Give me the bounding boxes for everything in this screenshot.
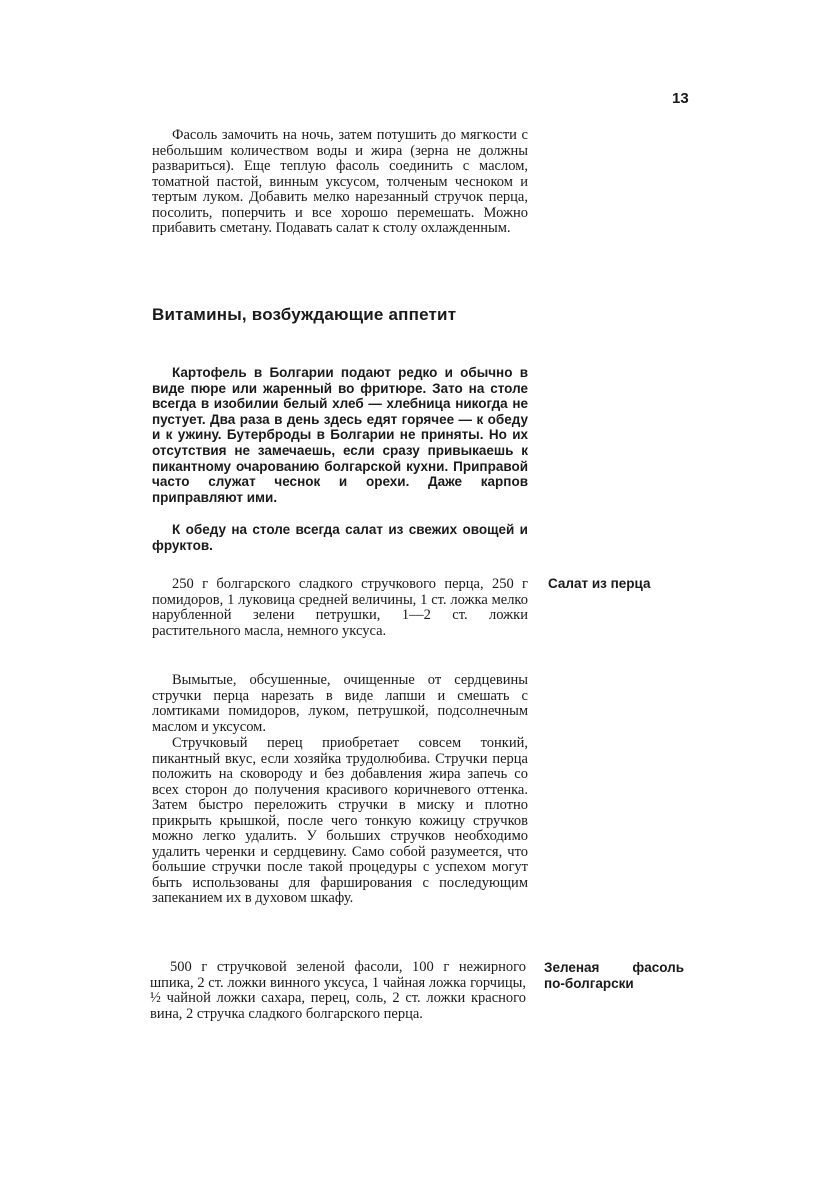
section-heading: Витамины, возбуждающие аппетит: [152, 305, 457, 324]
recipe-title-green-beans-line-2: по-болгарски: [544, 976, 634, 991]
recipe-title-green-beans-line-1: Зеленая фасоль: [544, 960, 684, 975]
recipe-method-pepper-salad-1: Вымытые, обсушенные, очищенные от сердцевины стручки перца нарезать в виде лапши и смешать с ломтиками помидоров, луком, петрушкой, подсолнечным маслом и уксусом.: [152, 672, 528, 735]
recipe-title-pepper-salad: Салат из перца: [548, 576, 651, 591]
lead-paragraph: Картофель в Болгарии подают редко и обычно в виде пюре или жаренный во фритюре. Зато на столе всегда в изобилии белый хлеб — хлебница никогда не пустует. Два раза в день здесь едят горячее — к обеду и к ужину. Бутерброды в Болгарии не приняты. Но их отсутствия не замечаешь, если сразу привыкаешь к пикантному очарованию болгарской кухни. Приправой часто служат чеснок и орехи. Даже карпов приправляют ими.: [152, 365, 528, 505]
recipe-ingredients-pepper-salad: 250 г болгарского сладкого стручкового перца, 250 г помидоров, 1 луковица средней величины, 1 ст. ложка мелко нарубленной зелени петрушки, 1—2 ст. ложки растительного масла, немного уксуса.: [152, 576, 528, 639]
intro-paragraph: Фасоль замочить на ночь, затем потушить до мягкости с небольшим количеством воды и жира (зерна не должны развариться). Еще теплую фасоль соединить с маслом, томатной пастой, винным уксусом, толченым чесноком и тертым луком. Добавить мелко нарезанный стручок перца, посолить, поперчить и все хорошо перемешать. Можно прибавить сметану. Подавать салат к столу охлажденным.: [152, 127, 528, 236]
recipe-title-green-beans: [544, 960, 684, 992]
recipe-ingredients-green-beans: 500 г стручковой зеленой фасоли, 100 г нежирного шпика, 2 ст. ложки винного уксуса, 1 чайная ложка горчицы, ½ чайной ложки сахара, перец, соль, 2 ст. ложки красного вина, 2 стручка сладкого болгарского перца.: [150, 959, 526, 1022]
lead-paragraph-2: К обеду на столе всегда салат из свежих овощей и фруктов.: [152, 522, 528, 553]
recipe-method-pepper-salad-2: Стручковый перец приобретает совсем тонкий, пикантный вкус, если хозяйка трудолюбива. Стручки перца положить на сковороду и без добавления жира запечь со всех сторон до получения красивого коричневого оттенка. Затем быстро переложить стручки в миску и плотно прикрыть крышкой, после чего тонкую кожицу стручков можно легко удалить. У больших стручков необходимо удалить черенки и сердцевину. Само собой разумеется, что большие стручки после такой процедуры с успехом могут быть использованы для фарширования с последующим запеканием их в духовом шкафу.: [152, 735, 528, 906]
page-number: 13: [672, 90, 689, 107]
